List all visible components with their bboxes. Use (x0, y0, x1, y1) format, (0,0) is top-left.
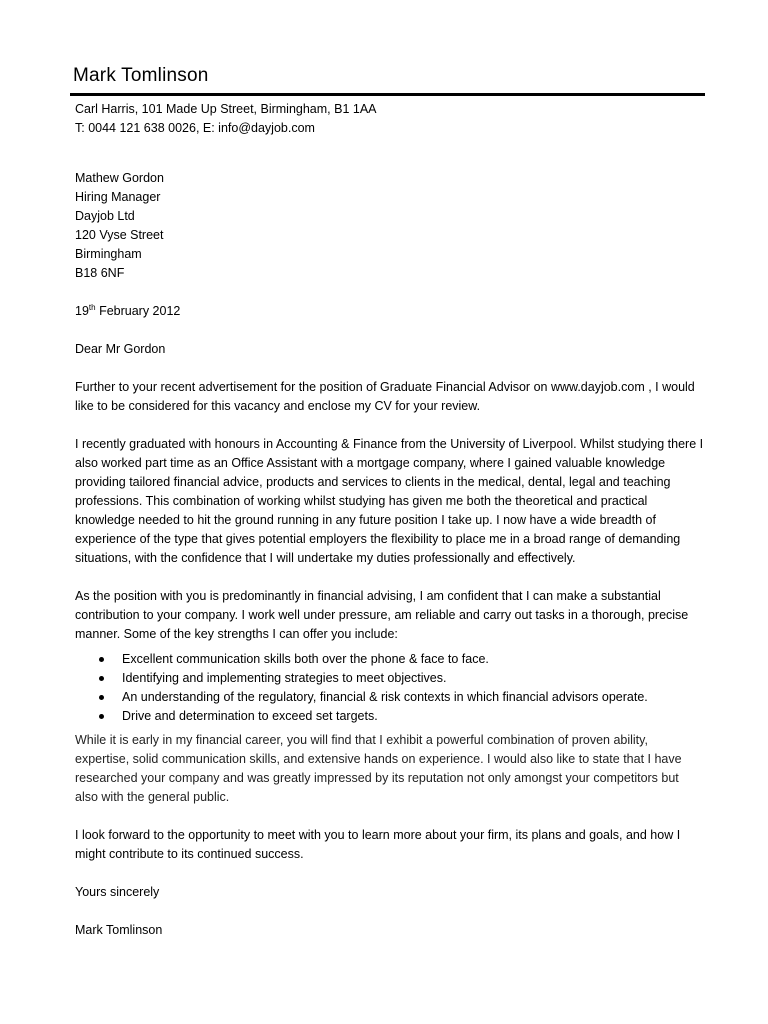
closing-phrase: Yours sincerely (75, 885, 160, 899)
signature-name: Mark Tomlinson (75, 923, 163, 937)
paragraph-experience: While it is early in my financial career, you will find that I exhibit a powerful combination of proven ability, expertise, solid communication skills, and extensive hands on experience. I would also like to state that I have researched your company and was greatly impressed by its reputation not only amongst your competitors but also with the general public. (75, 733, 682, 804)
date-day: 19 (75, 304, 89, 318)
date-suffix: th (88, 303, 96, 312)
sender-phone-email: T: 0044 121 638 0026, E: info@dayjob.com (75, 121, 315, 135)
letter-date (75, 302, 705, 321)
strength-item: Identifying and implementing strategies to meet objectives. (75, 669, 705, 688)
recipient-street: 120 Vyse Street (75, 228, 164, 242)
recipient-title: Hiring Manager (75, 190, 161, 204)
paragraph-closing: I look forward to the opportunity to meet with you to learn more about your firm, its plans and goals, and how I might contribute to its continued success. (75, 828, 681, 861)
recipient-company: Dayjob Ltd (75, 209, 135, 223)
sender-contact-block (75, 100, 377, 138)
strength-item: Excellent communication skills both over the phone & face to face. (75, 650, 705, 669)
strength-item: Drive and determination to exceed set targets. (75, 707, 705, 726)
paragraph-background: I recently graduated with honours in Accounting & Finance from the University of Liverpool. Whilst studying there I also worked part time as an Office Assistant with a mortgage company, where I gained valuable knowledge providing tailored financial advice, products and services to clients in the medical, dental, legal and teaching professions. This combination of working whilst studying has given me both the theoretical and practical knowledge needed to hit the ground running in any future position I take up. I now have a wide breadth of experience of the type that gives potential employers the flexibility to place me in a broad range of demanding situations, with the confidence that I will undertake my duties professionally and effectively. (75, 437, 704, 565)
header-divider (70, 93, 705, 96)
recipient-postcode: B18 6NF (75, 266, 125, 280)
bullet-icon (99, 657, 104, 662)
paragraph-strengths-intro: As the position with you is predominantly in financial advising, I am confident that I can make a substantial contribution to your company. I work well under pressure, am reliable and carry out tasks in a thorough, precise manner. Some of the key strengths I can offer you include: (75, 589, 689, 641)
date-month-year: February 2012 (99, 304, 181, 318)
salutation: Dear Mr Gordon (75, 342, 166, 356)
letter-body (75, 169, 705, 940)
bullet-icon (99, 676, 104, 681)
bullet-icon (99, 714, 104, 719)
bullet-icon (99, 695, 104, 700)
sender-name-heading: Mark Tomlinson (73, 65, 209, 86)
strengths-list (75, 650, 705, 726)
recipient-name: Mathew Gordon (75, 171, 164, 185)
recipient-address-block (75, 169, 705, 283)
strength-item: An understanding of the regulatory, financial & risk contexts in which financial advisors operate. (75, 688, 705, 707)
paragraph-intro: Further to your recent advertisement for the position of Graduate Financial Advisor on www.dayjob.com , I would like to be considered for this vacancy and enclose my CV for your review. (75, 380, 695, 413)
recipient-city: Birmingham (75, 247, 142, 261)
sender-address: Carl Harris, 101 Made Up Street, Birmingham, B1 1AA (75, 102, 377, 116)
